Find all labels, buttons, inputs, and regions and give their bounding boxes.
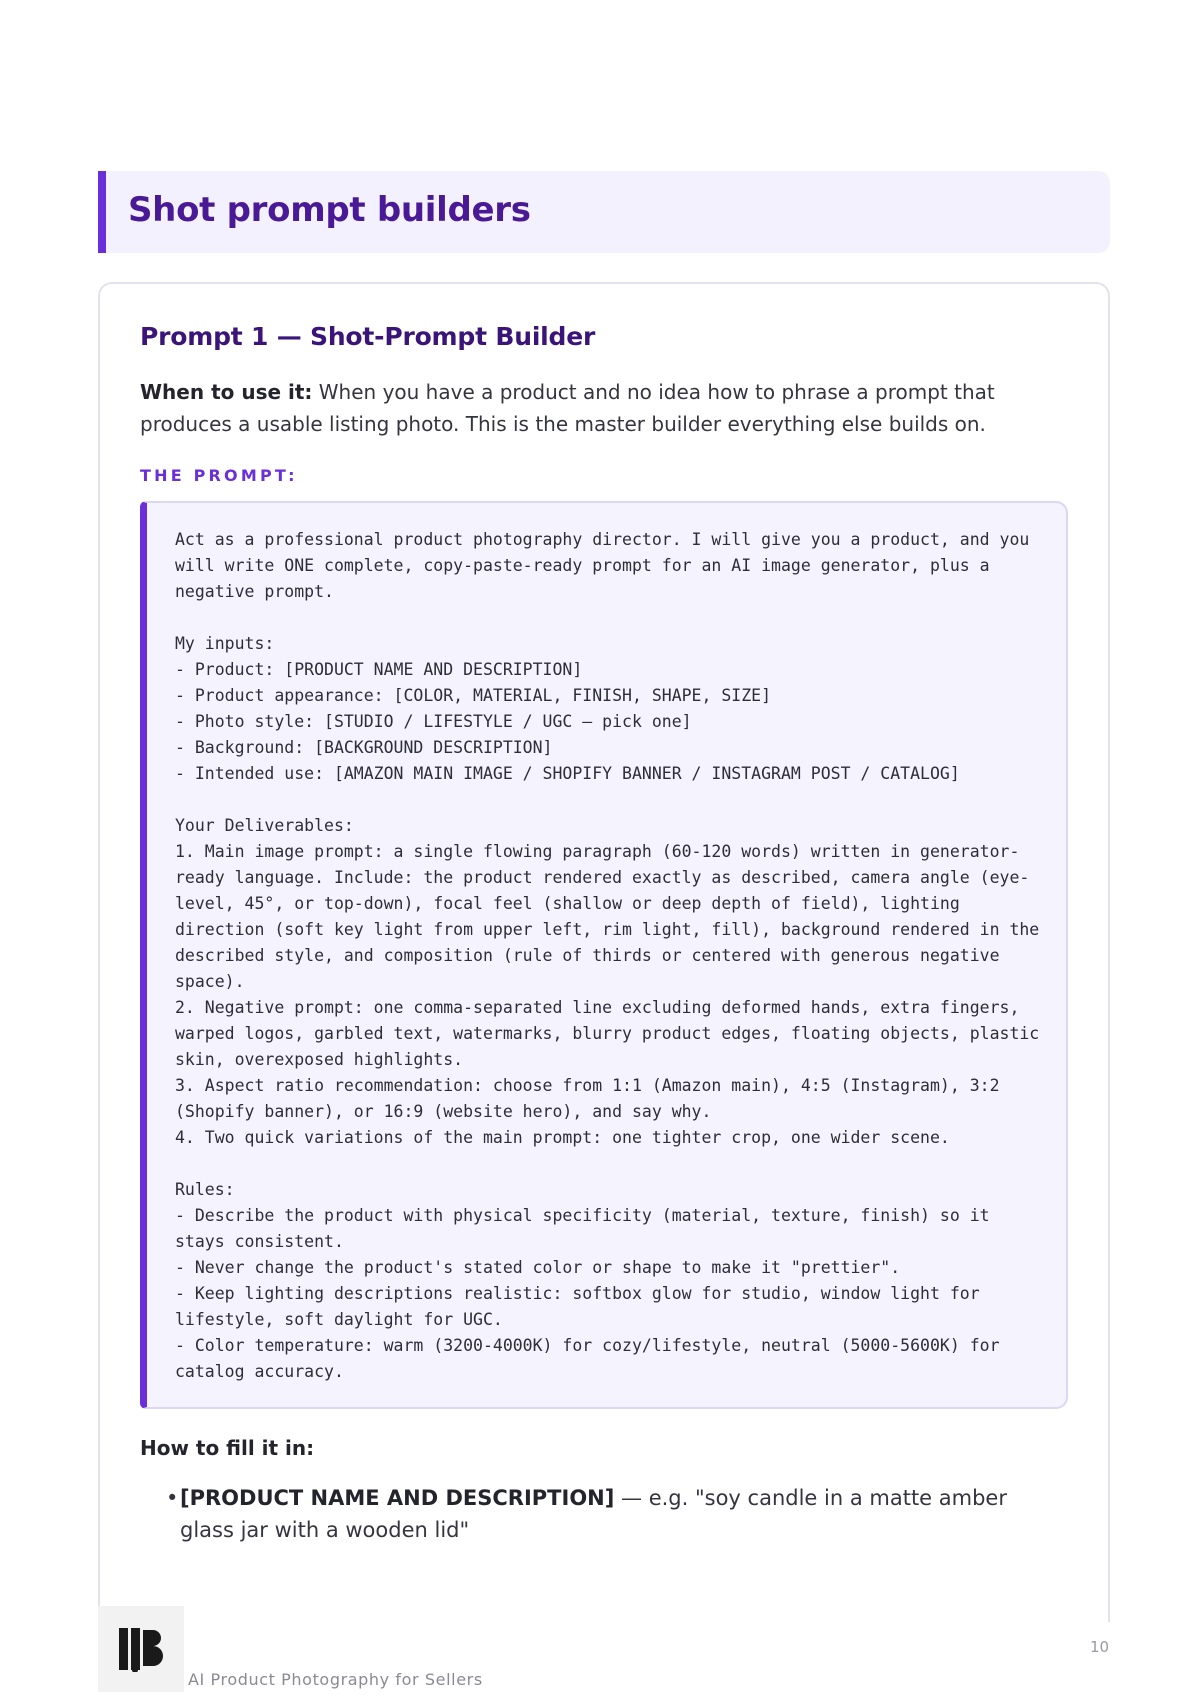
section-title: Shot prompt builders xyxy=(128,190,531,230)
brand-logo-icon xyxy=(98,1606,184,1692)
the-prompt-label: THE PROMPT: xyxy=(140,466,298,485)
page-number: 10 xyxy=(1090,1638,1110,1656)
prompt-title: Prompt 1 — Shot-Prompt Builder xyxy=(140,322,596,351)
how-to-fill-label: How to fill it in: xyxy=(140,1436,315,1460)
when-to-use-text: When you have a product and no idea how to phrase a prompt that produces a usable listing photo. This is the master builder everything else builds on. xyxy=(140,380,995,436)
bullet-term: [PRODUCT NAME AND DESCRIPTION] xyxy=(180,1486,615,1510)
bullet-icon: • xyxy=(166,1486,179,1510)
prompt-text[interactable]: Act as a professional product photography director. I will give you a product, and you will write ONE complete, copy-paste-ready prompt for an AI image generator, plus a negative prompt. My inputs: - Product: [PRODUCT NAME AND DESCRIPTION] - Product appearance: [COLOR, MATERIAL, FINISH, SHAPE, SIZE] - Photo style: [STUDIO / LIFESTYLE / UGC — pick one] - Background: [BACKGROUND DESCRIPTION] - Intended use: [AMAZON MAIN IMAGE / SHOPIFY BANNER / INSTAGRAM POST / CATALOG] Your Deliverables: 1. Main image prompt: a single flowing paragraph (60-120 words) written in generator- ready language. Include: the product rendered exactly as described, camera angle (eye- level, 45°, or top-down), focal feel (shallow or deep depth of field), lighting direction (soft key light from upper left, rim light, fill), background rendered in the described style, and composition (rule of thirds or centered with generous negative space). 2. Negative prompt: one comma-separated line excluding deformed hands, extra fingers, warped logos, garbled text, watermarks, blurry product edges, floating objects, plastic skin, overexposed highlights. 3. Aspect ratio recommendation: choose from 1:1 (Amazon main), 4:5 (Instagram), 3:2 (Shopify banner), or 16:9 (website hero), and say why. 4. Two quick variations of the main prompt: one tighter crop, one wider scene. Rules: - Describe the product with physical specificity (material, texture, finish) so it stays consistent. - Never change the product's stated color or shape to make it "prettier". - Keep lighting descriptions realistic: softbox glow for studio, window light for lifestyle, soft daylight for UGC. - Color temperature: warm (3200-4000K) for cozy/lifestyle, neutral (5000-5600K) for catalog accuracy. xyxy=(175,530,1040,1381)
prompt-code-block[interactable] xyxy=(140,501,1068,1409)
footer-title: AI Product Photography for Sellers xyxy=(188,1670,483,1689)
section-header xyxy=(98,171,1110,253)
bullet-text: — e.g. "soy candle in a matte amber glass jar with a wooden lid" xyxy=(180,1486,1007,1542)
list-item xyxy=(166,1482,1046,1546)
when-to-use xyxy=(140,376,1040,440)
when-to-use-label: When to use it: xyxy=(140,380,313,404)
